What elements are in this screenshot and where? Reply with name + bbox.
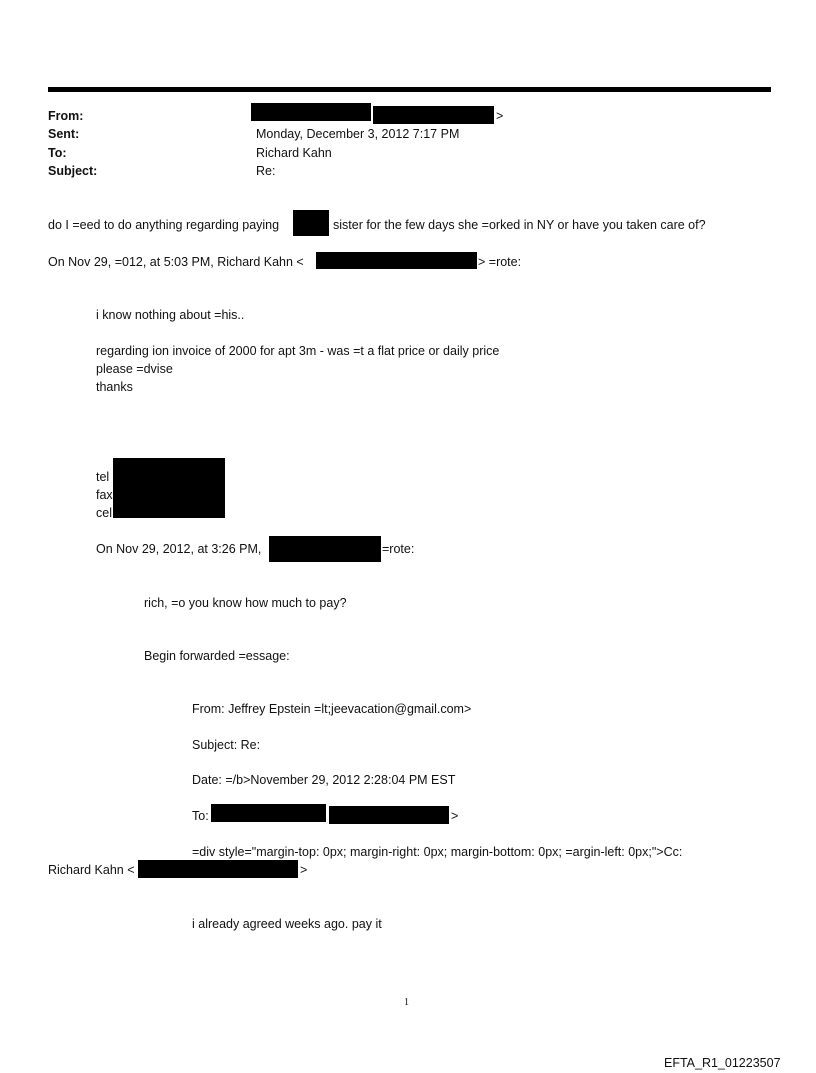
sent-label: Sent: <box>48 127 80 141</box>
body-line1-b: sister for the few days she =orked in NY or have you taken care of? <box>333 218 706 232</box>
sig-fax: fax <box>96 488 113 502</box>
body-line1-a: do I =eed to do anything regarding paying <box>48 218 280 232</box>
subject-value: Re: <box>256 164 276 178</box>
redaction-from-email <box>373 106 494 124</box>
subject-label: Subject: <box>48 164 98 178</box>
document-id: EFTA_R1_01223507 <box>664 1056 781 1070</box>
rich-line-1: rich, =o you know how much to pay? <box>144 596 347 610</box>
quote1-b: > =rote: <box>478 255 522 269</box>
redaction-sister-name <box>293 210 329 236</box>
fwd-date: Date: =/b>November 29, 2012 2:28:04 PM EST <box>192 773 456 787</box>
page-number: 1 <box>404 997 409 1008</box>
fwd-div-markup: =div style="margin-top: 0px; margin-right: 0px; margin-bottom: 0px; =argin-left: 0px;">Cc: <box>192 845 683 859</box>
redaction-fwd-to-email <box>329 806 449 824</box>
to-label: To: <box>48 146 67 160</box>
fwd-cc-a: Richard Kahn < <box>48 863 135 877</box>
from-label: From: <box>48 109 84 123</box>
fwd-from: From: Jeffrey Epstein =lt;jeevacation@gmail.com> <box>192 702 472 716</box>
to-value: Richard Kahn <box>256 146 332 160</box>
redaction-fwd-to-name <box>211 804 326 822</box>
sig-cel: cel <box>96 506 112 520</box>
quote2-b: =rote: <box>382 542 415 556</box>
header-rule <box>48 87 771 92</box>
fwd-cc-b: > <box>300 863 308 877</box>
quote2-a: On Nov 29, 2012, at 3:26 PM, <box>96 542 262 556</box>
fwd-to-label: To: <box>192 809 209 823</box>
sent-value: Monday, December 3, 2012 7:17 PM <box>256 127 460 141</box>
redaction-kahn-email <box>316 252 477 269</box>
fwd-subject: Subject: Re: <box>192 738 261 752</box>
fwd-body: i already agreed weeks ago. pay it <box>192 917 382 931</box>
sig-tel: tel <box>96 470 110 484</box>
kahn-line-3: please =dvise <box>96 362 173 376</box>
kahn-line-1: i know nothing about =his.. <box>96 308 245 322</box>
kahn-line-4: thanks <box>96 380 133 394</box>
redaction-sender-2 <box>269 536 381 562</box>
redaction-from-name <box>251 103 371 121</box>
quote1-a: On Nov 29, =012, at 5:03 PM, Richard Kahn < <box>48 255 304 269</box>
forwarded-begin: Begin forwarded =essage: <box>144 649 290 663</box>
redaction-fwd-cc-email <box>138 860 298 878</box>
kahn-line-2: regarding ion invoice of 2000 for apt 3m - was =t a flat price or daily price <box>96 344 500 358</box>
redaction-phone-numbers <box>113 458 225 518</box>
fwd-to-tail: > <box>451 809 459 823</box>
from-value-tail: > <box>496 109 504 123</box>
